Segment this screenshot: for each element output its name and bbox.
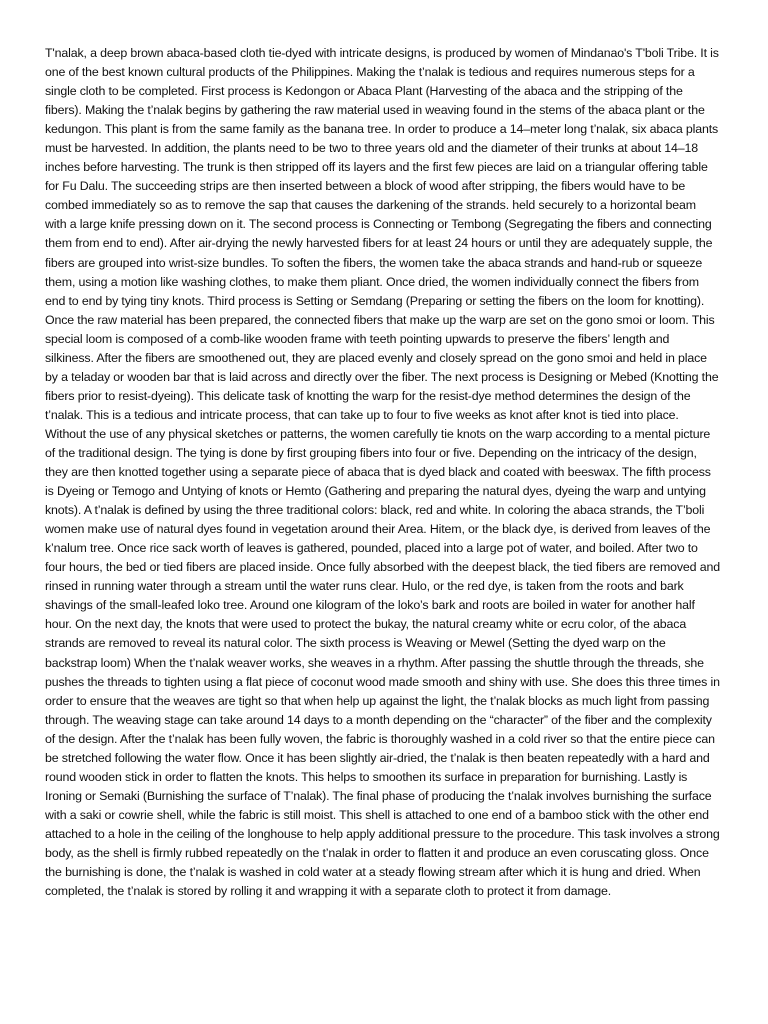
body-paragraph: T'nalak, a deep brown abaca-based cloth tie-dyed with intricate designs, is produced by women of Mindanao's T'boli Tribe. It is one of the best known cultural products of the Philippines. Making the t’nalak is tedious and requires numerous steps for a single cloth to be completed. First process is Kedongon or Abaca Plant (Harvesting of the abaca and the stripping of the fibers). Making the t’nalak begins by gathering the raw material used in weaving found in the stems of the abaca plant or the kedungon. This plant is from the same family as the banana tree. In order to produce a 14–meter long t’nalak, six abaca plants must be harvested. In addition, the plants need to be two to three years old and the diameter of their trunks at about 14–18 inches before harvesting. The trunk is then stripped off its layers and the first few pieces are laid on a triangular offering table for Fu Dalu. The succeeding strips are then inserted between a block of wood after stripping, the fibers would have to be combed immediately so as to remove the sap that causes the darkening of the strands. held securely to a horizontal beam with a large knife pressing down on it. The second process is Connecting or Tembong (Segregating the fibers and connecting them from end to end). After air-drying the newly harvested fibers for at least 24 hours or until they are adequately supple, the fibers are grouped into wrist-size bundles. To soften the fibers, the women take the abaca strands and hand-rub or squeeze them, using a motion like washing clothes, to make them pliant. Once dried, the women individually connect the fibers from end to end by tying tiny knots. Third process is Setting or Semdang (Preparing or setting the fibers on the loom for knotting). Once the raw material has been prepared, the connected fibers that make up the warp are set on the gono smoi or loom. This special loom is composed of a comb-like wooden frame with teeth pointing upwards to preserve the fibers’ length and silkiness. After the fibers are smoothened out, they are placed evenly and closely spread on the gono smoi and held in place by a teladay or wooden bar that is laid across and directly over the fiber. The next process is Designing or Mebed (Knotting the fibers prior to resist-dyeing). This delicate task of knotting the warp for the resist-dye method determines the design of the t’nalak. This is a tedious and intricate process, that can take up to four to five weeks as knot after knot is tied into place. Without the use of any physical sketches or patterns, the women carefully tie knots on the warp according to a mental picture of the traditional design. The tying is done by first grouping fibers into four or five. Depending on the intricacy of the design, they are then knotted together using a separate piece of abaca that is dyed black and coated with beeswax. The fifth process is Dyeing or Temogo and Untying of knots or Hemto (Gathering and preparing the natural dyes, dyeing the warp and untying knots). A t’nalak is defined by using the three traditional colors: black, red and white. In coloring the abaca strands, the T’boli women make use of natural dyes found in vegetation around their Area. Hitem, or the black dye, is derived from leaves of the k’nalum tree. Once rice sack worth of leaves is gathered, pounded, placed into a large pot of water, and boiled. After two to four hours, the bed or tied fibers are placed inside. Once fully absorbed with the deepest black, the tied fibers are removed and rinsed in running water through a stream until the water runs clear. Hulo, or the red dye, is taken from the roots and bark shavings of the small-leafed loko tree. Around one kilogram of the loko’s bark and roots are boiled in water for another half hour. On the next day, the knots that were used to protect the bukay, the natural creamy white or ecru color, of the abaca strands are removed to reveal its natural color. The sixth process is Weaving or Mewel (Setting the dyed warp on the backstrap loom) When the t’nalak weaver works, she weaves in a rhythm. After passing the shuttle through the threads, she pushes the threads to tighten using a flat piece of coconut wood made smooth and shiny with use. She does this three times in order to ensure that the weaves are tight so that when help up against the light, the t’nalak blocks as much light from passing through. The weaving stage can take around 14 days to a month depending on the “character” of the fiber and the complexity of the design. After the t’nalak has been fully woven, the fabric is thoroughly washed in a cold river so that the entire piece can be stretched following the water flow. Once it has been slightly air-dried, the t’nalak is then beaten repeatedly with a hard and round wooden stick in order to flatten the knots. This helps to smoothen its surface in preparation for burnishing. Lastly is Ironing or Semaki (Burnishing the surface of T’nalak). The final phase of producing the t’nalak involves burnishing the surface with a saki or cowrie shell, while the fabric is still moist. This shell is attached to one end of a bamboo stick with the other end attached to a hole in the ceiling of the longhouse to help apply additional pressure to the procedure. This task involves a strong body, as the shell is firmly rubbed repeatedly on the t’nalak in order to flatten it and produce an even coruscating gloss. Once the burnishing is done, the t’nalak is washed in cold water at a steady flowing stream after which it is hung and dried. When completed, the t’nalak is stored by rolling it and wrapping it with a separate cloth to protect it from damage. <box>45 46 720 899</box>
